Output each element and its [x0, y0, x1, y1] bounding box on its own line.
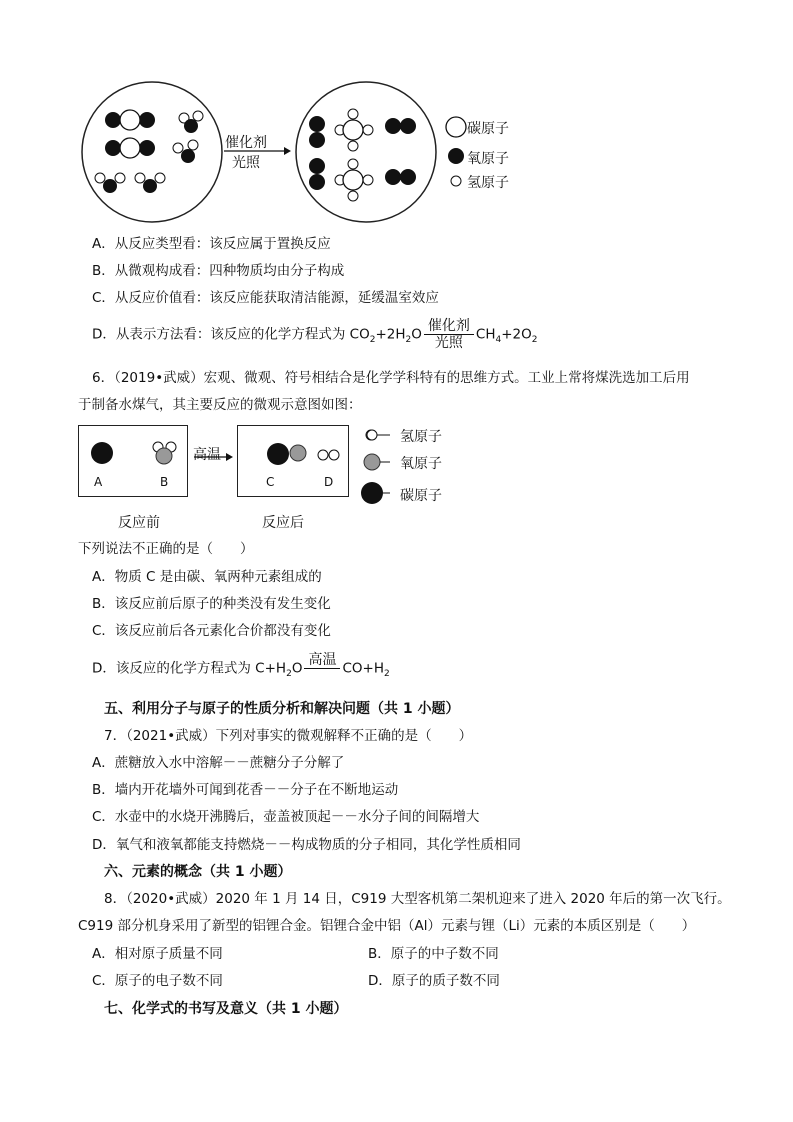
- section-6-title: 六、元素的概念（共 1 小题）: [104, 864, 292, 880]
- q5-option-d: D．从表示方法看：该反应的化学方程式为 $CO_2+2H_2O$ $\frac{\text{催化剂}}{\text{光照}}$ $CH_4+2O_2$: [92, 318, 538, 351]
- oxygen-atom-symbol: [448, 148, 464, 164]
- q7-option-a: A．蔗糖放入水中溶解－－蔗糖分子分解了: [92, 755, 345, 771]
- q5-option-c: C．从反应价值看：该反应能获取清洁能源，延缓温室效应: [92, 290, 439, 306]
- q8-option-c: C．原子的电子数不同: [92, 973, 223, 989]
- q7-option-b: B．墙内开花墙外可闻到花香－－分子在不断地运动: [92, 782, 399, 798]
- legend-carbon: 碳原子: [400, 488, 442, 504]
- q8-option-d: D．原子的质子数不同: [368, 973, 500, 989]
- q7-option-c: C．水壶中的水烧开沸腾后，壶盖被顶起－－水分子间的间隔增大: [92, 809, 480, 825]
- product-circle: [296, 82, 436, 222]
- q5-arrow-top-label: 催化剂: [225, 135, 267, 151]
- q6-option-d: D．该反应的化学方程式为 $C+H_2O$ 高温 $CO+H_2$: [92, 652, 390, 685]
- legend-hydrogen: 氢原子: [400, 429, 442, 445]
- q6-question: 下列说法不正确的是（ ）: [78, 541, 254, 557]
- q6-legend-symbols: [360, 422, 400, 512]
- q6-diagram: [78, 420, 378, 510]
- legend-carbon: 碳原子: [467, 121, 509, 137]
- legend-oxygen: 氧原子: [400, 456, 442, 472]
- q6-arrow-label: 高温: [193, 447, 221, 463]
- water-molecule-b: [153, 442, 176, 464]
- q5-arrow-bottom-label: 光照: [232, 155, 260, 171]
- q5-option-b: B．从微观构成看：四种物质均由分子构成: [92, 263, 345, 279]
- box-label-a: A: [94, 475, 103, 489]
- hydrogen-atom-symbol: [451, 176, 461, 186]
- h2-molecule-d: [318, 450, 339, 460]
- q5-option-a: A．从反应类型看：该反应属于置换反应: [92, 236, 331, 252]
- section-5-title: 五、利用分子与原子的性质分析和解决问题（共 1 小题）: [104, 701, 460, 717]
- box-label-b: B: [160, 475, 169, 489]
- co-molecule-c: [267, 443, 306, 465]
- legend-hydrogen: 氢原子: [467, 175, 509, 191]
- caption-before: 反应前: [118, 515, 160, 531]
- caption-after: 反应后: [262, 515, 304, 531]
- q8-option-a: A．相对原子质量不同: [92, 946, 223, 962]
- q8-stem-line2: C919 部分机身采用了新型的铝锂合金。铝锂合金中铝（Al）元素与锂（Li）元素的本质区别是（ ）: [78, 918, 696, 934]
- co2-molecule: [105, 110, 155, 130]
- q6-stem-line1: 6．（2019•武威）宏观、微观、符号相结合是化学学科特有的思维方式。工业上常将煤洗选加工后用: [92, 370, 690, 386]
- q6-option-b: B．该反应前后原子的种类没有发生变化: [92, 596, 331, 612]
- carbon-atom-a: [91, 442, 113, 464]
- co2-molecule: [105, 138, 155, 158]
- legend-oxygen: 氧原子: [467, 151, 509, 167]
- carbon-atom-symbol: [446, 117, 466, 137]
- q8-option-b: B．原子的中子数不同: [368, 946, 499, 962]
- q6-option-c: C．该反应前后各元素化合价都没有变化: [92, 623, 331, 639]
- q6-stem-line2: 于制备水煤气，其主要反应的微观示意图如图：: [78, 397, 362, 413]
- q6-option-a: A．物质 C 是由碳、氧两种元素组成的: [92, 569, 322, 585]
- box-label-d: D: [324, 475, 334, 489]
- section-7-title: 七、化学式的书写及意义（共 1 小题）: [104, 1001, 348, 1017]
- q7-option-d: D．氧气和液氧都能支持燃烧－－构成物质的分子相同，其化学性质相同: [92, 837, 521, 853]
- q8-stem-line1: 8．（2020•武威）2020 年 1 月 14 日，C919 大型客机第二架机迎来了进入 2020 年后的第一次飞行。: [104, 891, 731, 907]
- box-label-c: C: [266, 475, 275, 489]
- q7-stem: 7．（2021•武威）下列对事实的微观解释不正确的是（ ）: [104, 728, 473, 744]
